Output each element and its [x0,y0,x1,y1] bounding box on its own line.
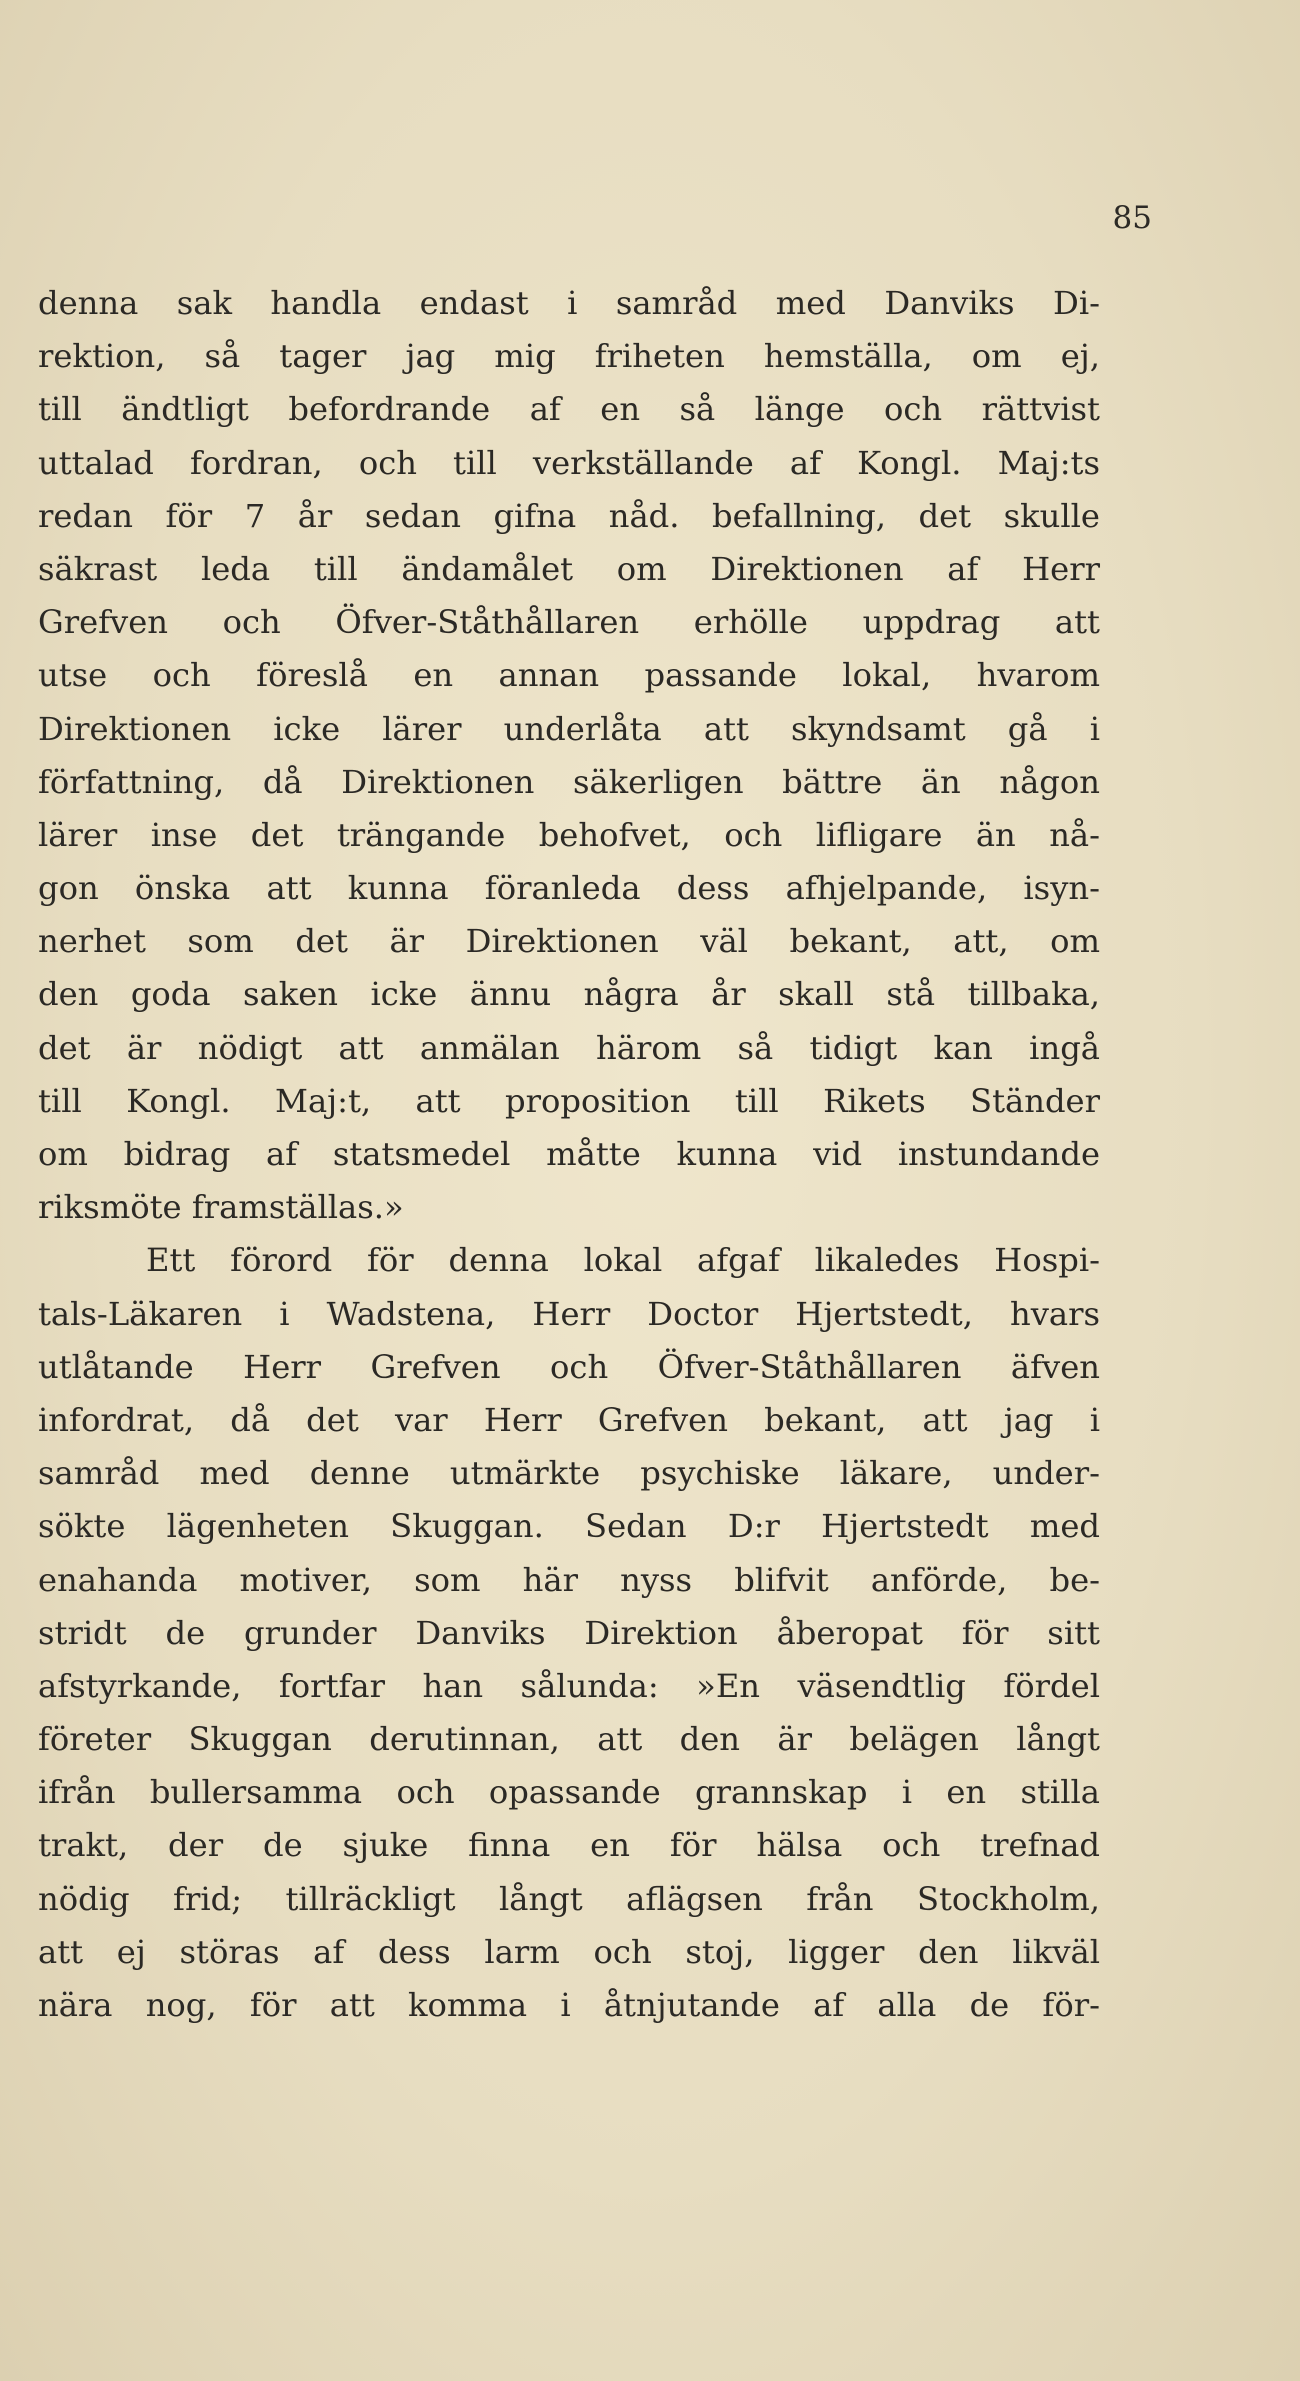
text-line: tals-Läkaren i Wadstena, Herr Doctor Hjertstedt, hvars [38,1294,1100,1333]
text-line: ifrån bullersamma och opassande grannskap i en stilla [38,1773,1100,1812]
text-line: afstyrkande, fortfar han sålunda: »En väsendtlig fördel [38,1666,1100,1705]
text-line: utse och föreslå en annan passande lokal, hvarom [38,656,1100,695]
text-line: rektion, så tager jag mig friheten hemställa, om ej, [38,337,1100,376]
text-line: företer Skuggan derutinnan, att den är belägen långt [38,1720,1100,1759]
text-line: utlåtande Herr Grefven och Öfver-Ståthållaren äfven [38,1347,1100,1386]
text-line: om bidrag af statsmedel måtte kunna vid instundande [38,1135,1100,1173]
text-line: uttalad fordran, och till verkställande af Kongl. Maj:ts [38,443,1100,482]
text-line: säkrast leda till ändamålet om Direktionen af Herr [38,549,1100,588]
text-line: samråd med denne utmärkte psychiske läkare, under- [38,1454,1100,1493]
text-line: till Kongl. Maj:t, att proposition till Rikets Ständer [38,1081,1100,1120]
text-line: att ej störas af dess larm och stoj, ligger den likväl [38,1932,1100,1971]
text-line: denna sak handla endast i samråd med Danviks Di- [38,284,1100,322]
text-line: det är nödigt att anmälan härom så tidigt kan ingå [38,1028,1100,1067]
text-line: lärer inse det trängande behofvet, och lifligare än nå- [38,815,1100,854]
text-line-paragraph-start: Ett förord för denna lokal afgaf likaledes Hospi- [146,1241,1100,1280]
text-line: trakt, der de sjuke finna en för hälsa och trefnad [38,1826,1100,1865]
body-text [38,277,1100,2032]
text-line: enahanda motiver, som här nyss blifvit anförde, be- [38,1560,1100,1599]
text-line: redan för 7 år sedan gifna nåd. befallning, det skulle [38,496,1100,535]
text-line: sökte lägenheten Skuggan. Sedan D:r Hjertstedt med [38,1507,1100,1546]
text-line: Grefven och Öfver-Ståthållaren erhölle uppdrag att [38,603,1100,642]
text-line: stridt de grunder Danviks Direktion åberopat för sitt [38,1613,1100,1652]
text-line: infordrat, då det var Herr Grefven bekant, att jag i [38,1400,1100,1439]
text-line-paragraph-end: riksmöte framställas.» [38,1188,404,1227]
text-line: nära nog, för att komma i åtnjutande af alla de för- [38,1986,1100,2024]
text-line: författning, då Direktionen säkerligen bättre än någon [38,762,1100,801]
page-number: 85 [1112,200,1152,236]
text-line: den goda saken icke ännu några år skall stå tillbaka, [38,975,1100,1014]
text-line: gon önska att kunna föranleda dess afhjelpande, isyn- [38,869,1100,908]
text-line: nödig frid; tillräckligt långt aflägsen från Stockholm, [38,1879,1100,1918]
text-line: nerhet som det är Direktionen väl bekant, att, om [38,922,1100,961]
text-line: Direktionen icke lärer underlåta att skyndsamt gå i [38,709,1100,748]
text-line: till ändtligt befordrande af en så länge och rättvist [38,390,1100,429]
